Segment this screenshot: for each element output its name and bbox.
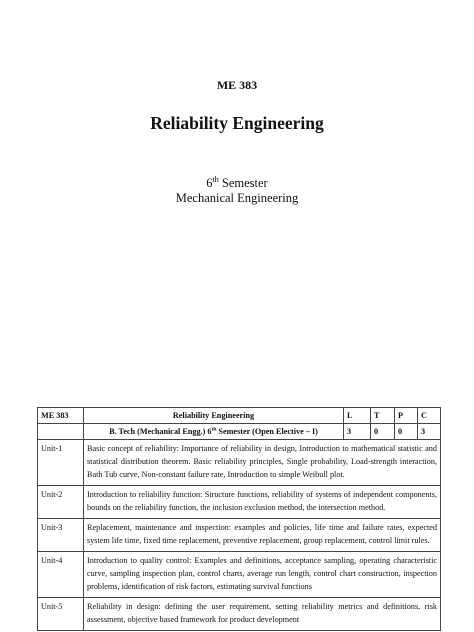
header-c: C (418, 408, 441, 424)
unit-label: Unit-3 (38, 519, 84, 552)
table-row (38, 440, 441, 486)
unit-content: Basic concept of reliability: Importance of reliability in design, Introduction to mathematical statistic and statistical distribution theorem. Basic reliability principles, Single probability, Load-strength interaction, Bath Tub curve, Non-constant failure rate, Introduction to simple Weibull plot. (84, 440, 441, 486)
table-row (38, 552, 441, 598)
unit-label: Unit-4 (38, 552, 84, 598)
semester-word: Semester (218, 176, 268, 191)
department: Mechanical Engineering (175, 191, 299, 205)
header-l: L (344, 408, 371, 424)
header-code: ME 383 (38, 408, 84, 424)
subheader-empty (38, 424, 84, 440)
credit-c: 3 (418, 424, 441, 440)
table-row (38, 486, 441, 519)
table-row (38, 598, 441, 631)
program-label-a: B. Tech (Mechanical Engg.) 6 (109, 427, 212, 436)
header-p: P (395, 408, 418, 424)
table-header-row (38, 408, 441, 424)
header-t: T (371, 408, 395, 424)
table-row (38, 519, 441, 552)
credit-t: 0 (371, 424, 395, 440)
unit-label: Unit-2 (38, 486, 84, 519)
course-code: ME 383 (216, 78, 258, 92)
table-subheader-row (38, 424, 441, 440)
unit-label: Unit-1 (38, 440, 84, 486)
program-label-b: Semester (Open Elective – I) (216, 427, 318, 436)
unit-label: Unit-5 (38, 598, 84, 631)
semester-suffix: th (212, 175, 219, 184)
credit-p: 0 (395, 424, 418, 440)
unit-content: Reliability in design: defining the user requirement, setting reliability metrics and definitions, risk assessment, objective based framework for product development (84, 598, 441, 631)
semester-line (0, 175, 474, 191)
course-title: Reliability Engineering (150, 113, 324, 133)
program-label (84, 424, 344, 440)
semester-number: 6 (206, 176, 213, 191)
unit-content: Introduction to quality control: Examples and definitions, acceptance sampling, operating characteristic curve, sampling inspection plan, control charts, average run length, control chart construction, inspection problems, identification of risk factors, estimating survival functions (84, 552, 441, 598)
unit-content: Replacement, maintenance and inspection: examples and policies, life time and failure rates, expected system life time, fixed time replacement, preventive replacement, group replacement, control limit rules. (84, 519, 441, 552)
unit-content: Introduction to reliability function: Structure functions, reliability of systems of independent components, bounds on the reliability function, the inclusion exclusion method, the intersection method. (84, 486, 441, 519)
syllabus-table (37, 407, 441, 631)
header-title: Reliability Engineering (84, 408, 344, 424)
credit-l: 3 (344, 424, 371, 440)
program-label-sup: th (211, 426, 217, 433)
